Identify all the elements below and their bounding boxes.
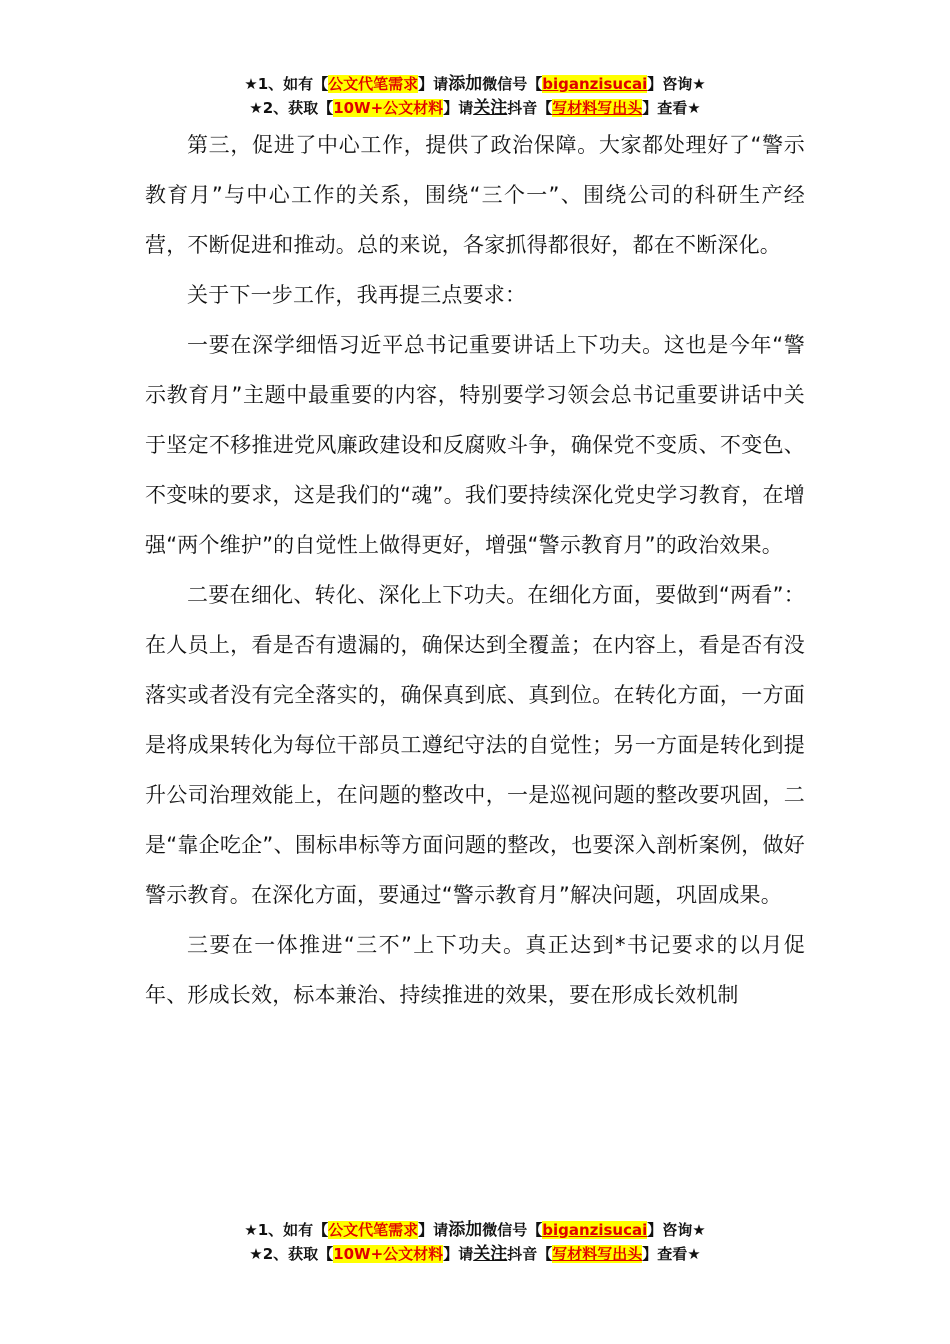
banner-line-1: ★1、如有【公文代笔需求】请添加微信号【biganzisucai】咨询★: [244, 74, 706, 94]
paragraph-1: 第三，促进了中心工作，提供了政治保障。大家都处理好了“警示教育月”与中心工作的关系，围绕“三个一”、围绕公司的科研生产经营，不断促进和推动。总的来说，各家抓得都很好，都在不断深化。: [145, 133, 805, 257]
douyin-account[interactable]: 写材料写出头: [552, 99, 643, 117]
highlight-service: 公文代笔需求: [328, 1221, 419, 1239]
wechat-id[interactable]: biganzisucai: [542, 75, 648, 93]
wechat-id[interactable]: biganzisucai: [542, 1221, 648, 1239]
paragraph-3: 一要在深学细悟习近平总书记重要讲话上下功夫。这也是今年“警示教育月”主题中最重要的内容，特别要学习领会总书记重要讲话中关于坚定不移推进党风廉政建设和反腐败斗争，确保党不变质、不变色、不变味的要求，这是我们的“魂”。我们要持续深化党史学习教育，在增强“两个维护”的自觉性上做得更好，增强“警示教育月”的政治效果。: [145, 333, 805, 557]
highlight-materials: 10W+公文材料: [333, 99, 444, 117]
paragraph-5: 三要在一体推进“三不”上下功夫。真正达到*书记要求的以月促年、形成长效，标本兼治、持续推进的效果，要在形成长效机制: [145, 933, 805, 1007]
highlight-materials: 10W+公文材料: [333, 1245, 444, 1263]
douyin-account[interactable]: 写材料写出头: [552, 1245, 643, 1263]
highlight-service: 公文代笔需求: [328, 75, 419, 93]
paragraph-4: 二要在细化、转化、深化上下功夫。在细化方面，要做到“两看”：在人员上，看是否有遗漏的，确保达到全覆盖；在内容上，看是否有没落实或者没有完全落实的，确保真到底、真到位。在转化方面，一方面是将成果转化为每位干部员工遵纪守法的自觉性；另一方面是转化到提升公司治理效能上，在问题的整改中，一是巡视问题的整改要巩固，二是“靠企吃企”、围标串标等方面问题的整改，也要深入剖析案例，做好警示教育。在深化方面，要通过“警示教育月”解决问题，巩固成果。: [145, 583, 805, 907]
document-body: [145, 120, 805, 1020]
paragraph-2: 关于下一步工作，我再提三点要求：: [187, 283, 527, 307]
header-banner: [0, 72, 950, 120]
banner-line-2: ★2、获取【10W+公文材料】请关注抖音【写材料写出头】查看★: [249, 1244, 701, 1264]
banner-line-1: ★1、如有【公文代笔需求】请添加微信号【biganzisucai】咨询★: [244, 1220, 706, 1240]
footer-banner: [0, 1218, 950, 1266]
banner-line-2: ★2、获取【10W+公文材料】请关注抖音【写材料写出头】查看★: [249, 98, 701, 118]
